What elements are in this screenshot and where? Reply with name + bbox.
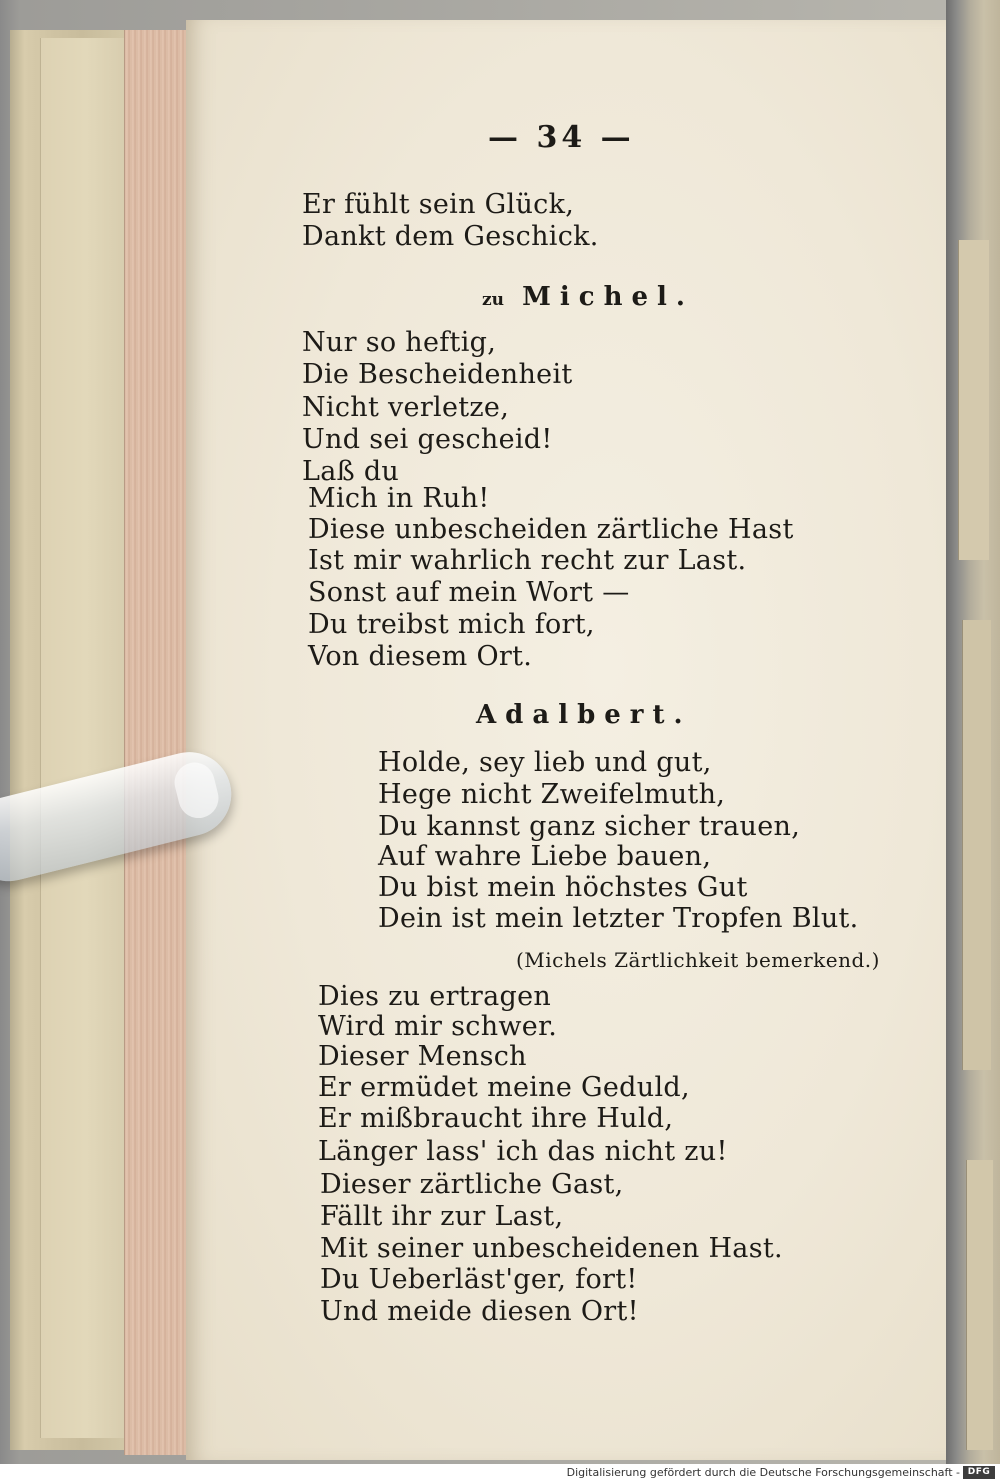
speaker-heading-adalbert <box>476 700 692 730</box>
speaker-name: Michel. <box>522 282 694 312</box>
verse-line: Dies zu ertragen <box>318 981 552 1012</box>
verse-line: Nur so heftig, <box>302 327 497 358</box>
speaker-prefix: zu <box>482 290 505 310</box>
verse-line: Dankt dem Geschick. <box>302 221 599 252</box>
verse-line: Du treibst mich fort, <box>308 609 595 640</box>
verse-line: Du Ueberläst'ger, fort! <box>320 1264 638 1295</box>
verse-line: Hege nicht Zweifelmuth, <box>378 779 726 810</box>
verse-line: Und meide diesen Ort! <box>320 1296 639 1327</box>
verse-line: Holde, sey lieb und gut, <box>378 747 712 778</box>
verse-line: Diese unbescheiden zärtliche Hast <box>308 514 794 545</box>
verse-line: Wird mir schwer. <box>318 1011 558 1042</box>
verse-line: Nicht verletze, <box>302 392 510 423</box>
dfg-logo: DFG <box>963 1466 995 1479</box>
verse-line: Die Bescheidenheit <box>302 359 573 390</box>
verse-line: Länger lass' ich das nicht zu! <box>318 1136 728 1167</box>
verse-line: Mich in Ruh! <box>308 483 490 514</box>
verse-line: Von diesem Ort. <box>308 641 533 672</box>
verse-line: Dein ist mein letzter Tropfen Blut. <box>378 903 859 934</box>
verse-line: Mit seiner unbescheidenen Hast. <box>320 1233 783 1264</box>
verse-line: Dieser zärtliche Gast, <box>320 1169 624 1200</box>
verse-line: Und sei gescheid! <box>302 424 553 455</box>
verse-line: Auf wahre Liebe bauen, <box>378 841 712 872</box>
verse-line: Er ermüdet meine Geduld, <box>318 1072 690 1103</box>
verse-line: Du kannst ganz sicher trauen, <box>378 811 801 842</box>
verse-line: Dieser Mensch <box>318 1041 527 1072</box>
verse-line: Fällt ihr zur Last, <box>320 1201 564 1232</box>
stage-direction: (Michels Zärtlichkeit bemerkend.) <box>516 948 880 972</box>
page-number: — 34 — <box>488 120 635 155</box>
verse-line: Du bist mein höchstes Gut <box>378 872 748 903</box>
verse-line: Er fühlt sein Glück, <box>302 189 575 220</box>
verse-line: Ist mir wahrlich recht zur Last. <box>308 545 747 576</box>
speaker-name: Adalbert. <box>476 700 692 730</box>
footer-credit: Digitalisierung gefördert durch die Deutsche Forschungsgemeinschaft - <box>566 1466 960 1479</box>
verse-line: Sonst auf mein Wort — <box>308 577 630 608</box>
verse-line: Laß du <box>302 456 400 487</box>
speaker-heading-michel <box>482 282 694 312</box>
verse-line: Er mißbraucht ihre Huld, <box>318 1103 674 1134</box>
